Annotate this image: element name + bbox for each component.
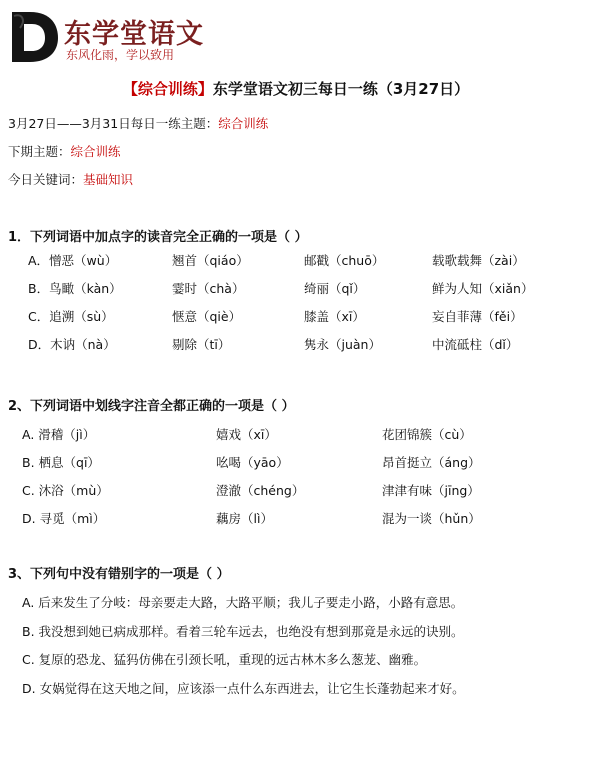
q2-choice: 混为一谈（hǔn） [382,511,481,526]
q2-choice: 昂首挺立（áng） [382,455,481,470]
q2-choice: D. 寻觅（mì） [22,511,106,526]
q2-choice: 澄澈（chéng） [216,483,305,498]
q2-choice: 花团锦簇（cù） [382,427,472,442]
keyword-label: 今日关键词： [8,172,84,187]
q1-choice: 隽永（juàn） [304,337,381,352]
next-theme-value: 综合训练 [70,144,121,159]
q3-option: D. 女娲觉得在这天地之间，应该添一点什么东西进去，让它生长蓬勃起来才好。 [22,681,465,696]
q1-choice: 鲜为人知（xiǎn） [432,281,534,296]
q1-choice: 翘首（qiáo） [172,253,249,268]
question-2-stem: 2、下列词语中划线字注音全都正确的一项是（ ） [8,399,295,414]
title-text: 东学堂语文初三每日一练（3月27日） [212,80,470,98]
q2-choice: B. 栖息（qī） [22,455,100,470]
q1-choice: 邮戳（chuō） [304,253,385,268]
q3-option: A. 后来发生了分岐：母亲要走大路，大路平顺；我儿子要走小路，小路有意思。 [22,595,464,610]
q2-choice: 藕房（lì） [216,511,273,526]
page-title [0,78,592,99]
q1-choice: 中流砥柱（dǐ） [432,337,519,352]
q1-choice: 妄自菲薄（fěi） [432,309,523,324]
theme-label: 3月27日——3月31日每日一练主题： [8,116,219,131]
brand-name: 东学堂语文 [64,19,204,50]
q1-choice: 膝盖（xī） [304,309,365,324]
q1-choice: 惬意（qiè） [172,309,242,324]
keyword-value: 基础知识 [83,172,134,187]
logo-icon [8,8,60,64]
q1-choice: 剔除（tī） [172,337,231,352]
q1-choice: B．鸟瞰（kàn） [28,281,122,296]
q1-choice: C．追溯（sù） [28,309,114,324]
q1-choice: 霎时（chà） [172,281,245,296]
q2-choice: A. 滑稽（jì） [22,427,96,442]
brand-slogan: 东风化雨，学以致用 [66,48,175,62]
q1-choice: 载歌载舞（zài） [432,253,525,268]
q1-choice: D．木讷（nà） [28,337,116,352]
q2-choice: 嬉戏（xī） [216,427,277,442]
q2-choice: C. 沐浴（mù） [22,483,109,498]
next-theme-line [8,142,121,160]
theme-line [8,114,268,132]
next-theme-label: 下期主题： [8,144,71,159]
question-3-stem: 3、下列句中没有错别字的一项是（ ） [8,567,230,582]
q3-option: C. 复原的恐龙、猛犸仿佛在引颈长吼，重现的远古林木多么葱茏、幽雅。 [22,652,427,667]
q1-choice: A．憎恶（wù） [28,253,118,268]
brand-header [0,0,592,72]
question-1-stem: 1．下列词语中加点字的读音完全正确的一项是（ ） [8,230,308,245]
q3-option: B. 我没想到她已病成那样。看着三轮车远去，也绝没有想到那竟是永远的诀别。 [22,624,464,639]
q2-choice: 吆喝（yāo） [216,455,289,470]
keyword-line [8,170,133,188]
q2-choice: 津津有味（jīng） [382,483,480,498]
theme-value: 综合训练 [218,116,269,131]
title-tag: 【综合训练】 [122,80,213,98]
q1-choice: 绮丽（qǐ） [304,281,366,296]
